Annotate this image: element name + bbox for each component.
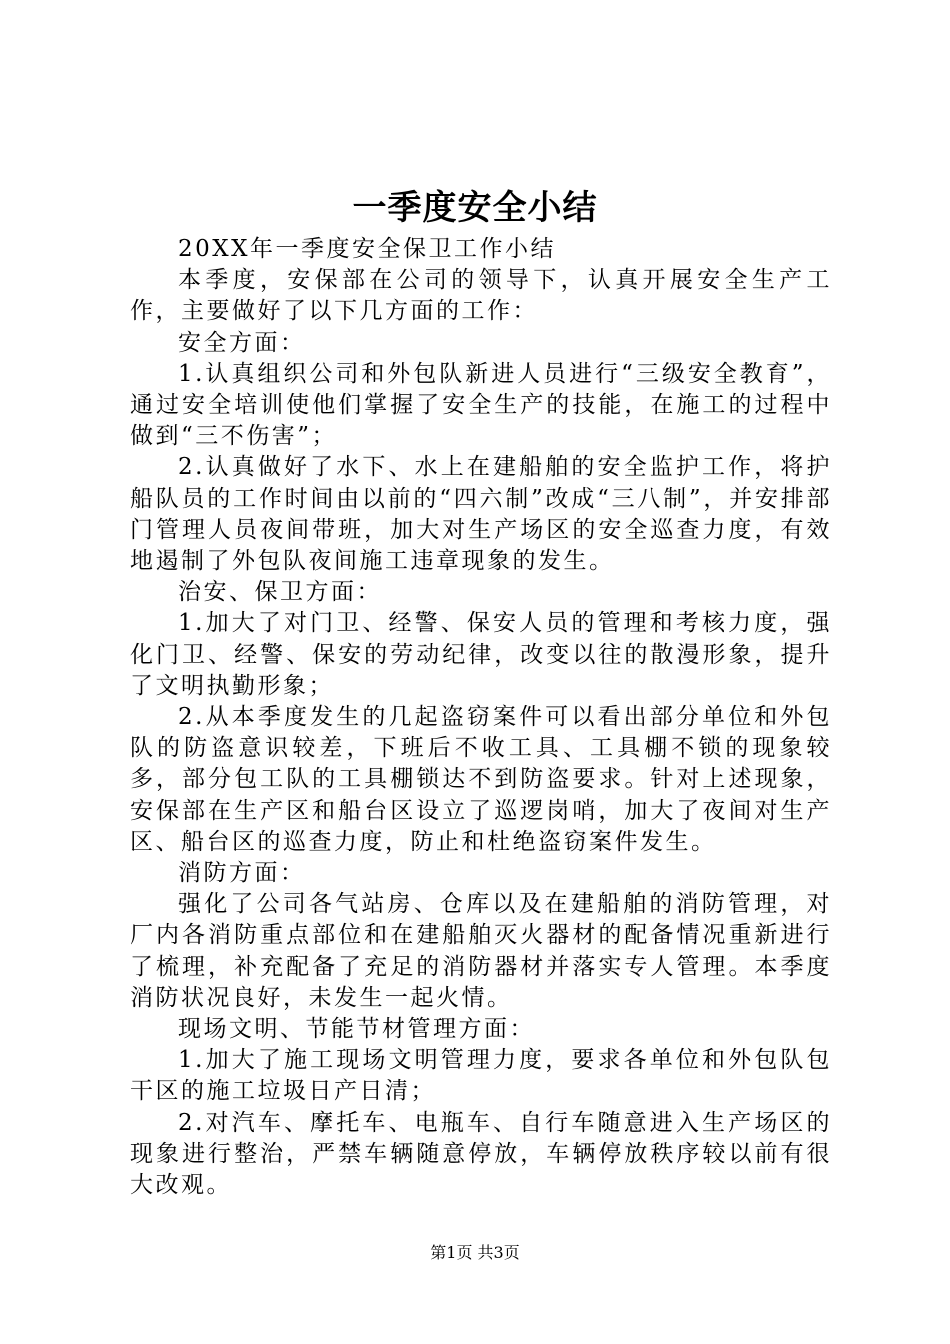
page-footer: 第1页 共3页	[430, 1243, 520, 1262]
security-item-1: 1.加大了对门卫、经警、保安人员的管理和考核力度，强化门卫、经警、保安的劳动纪律，改变以往的散漫形象，提升了文明执勤形象；	[130, 610, 832, 699]
section-heading-security: 治安、保卫方面：	[178, 579, 382, 606]
site-item-2: 2.对汽车、摩托车、电瓶车、自行车随意进入生产场区的现象进行整治，严禁车辆随意停放，车辆停放秩序较以前有很大改观。	[130, 1109, 832, 1199]
security-item-2: 2.从本季度发生的几起盗窃案件可以看出部分单位和外包队的防盗意识较差，下班后不收工具、工具棚不锁的现象较多，部分包工队的工具棚锁达不到防盗要求。针对上述现象，安保部在生产区和船台区设立了巡逻岗哨，加大了夜间对生产区、船台区的巡查力度，防止和杜绝盗窃案件发生。	[130, 704, 832, 855]
safety-item-1: 1.认真组织公司和外包队新进人员进行“三级安全教育”，通过安全培训使他们掌握了安全生产的技能，在施工的过程中做到“三不伤害”；	[130, 360, 832, 450]
document-title: 一季度安全小结	[352, 188, 598, 228]
section-heading-fire: 消防方面：	[178, 860, 306, 887]
document-body	[130, 234, 832, 1201]
section-heading-site: 现场文明、节能节材管理方面：	[178, 1016, 535, 1043]
subtitle-paragraph: 20XX年一季度安全保卫工作小结	[178, 236, 557, 262]
fire-paragraph: 强化了公司各气站房、仓库以及在建船舶的消防管理，对厂内各消防重点部位和在建船舶灭火器材的配备情况重新进行了梳理，补充配备了充足的消防器材并落实专人管理。本季度消防状况良好，未发生一起火情。	[130, 891, 832, 1011]
site-item-1: 1.加大了施工现场文明管理力度，要求各单位和外包队包干区的施工垃圾日产日清；	[130, 1047, 832, 1105]
section-heading-safety: 安全方面：	[178, 329, 306, 356]
intro-paragraph: 本季度，安保部在公司的领导下，认真开展安全生产工作，主要做好了以下几方面的工作：	[130, 267, 832, 325]
safety-item-2: 2.认真做好了水下、水上在建船舶的安全监护工作，将护船队员的工作时间由以前的“四六制”改成“三八制”，并安排部门管理人员夜间带班，加大对生产场区的安全巡查力度，有效地遏制了外包队夜间施工违章现象的发生。	[130, 454, 832, 575]
